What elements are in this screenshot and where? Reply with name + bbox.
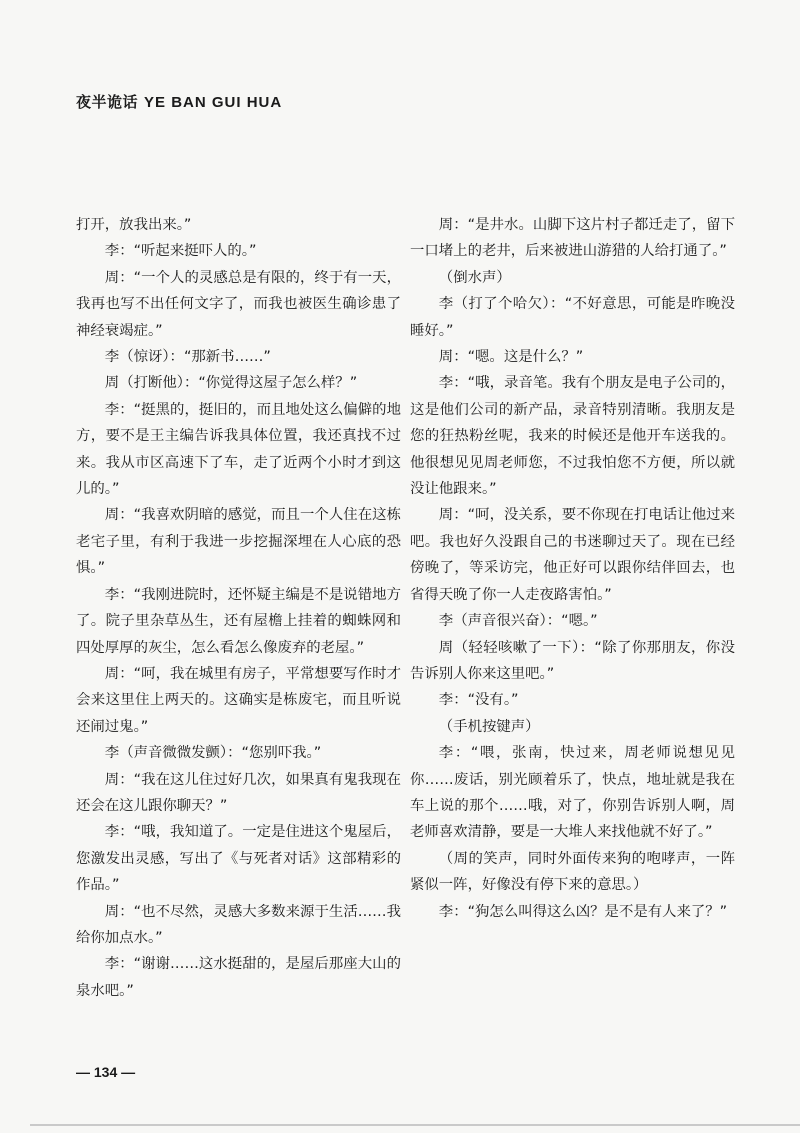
paragraph: 周：“我喜欢阴暗的感觉，而且一个人住在这栋老宅子里，有利于我进一步挖掘深埋在人心底的恐惧。” — [76, 507, 401, 577]
page-number: — 134 — — [76, 1064, 136, 1080]
running-header — [76, 91, 282, 112]
paragraph: 周：“呵，没关系，要不你现在打电话让他过来吧。我也好久没跟自己的书迷聊过天了。现在已经傍晚了，等采访完，他正好可以跟你结伴回去，也省得天晚了你一人走夜路害怕。” — [410, 507, 735, 603]
paragraph: 李（打了个哈欠）：“不好意思，可能是昨晚没睡好。” — [410, 296, 735, 339]
paragraph: 周（轻轻咳嗽了一下）：“除了你那朋友，你没告诉别人你来这里吧。” — [410, 639, 735, 682]
paragraph: （周的笑声，同时外面传来狗的咆哮声，一阵紧似一阵，好像没有停下来的意思。） — [410, 850, 735, 894]
paragraph: 李（惊讶）：“那新书……” — [104, 349, 271, 366]
paragraph: 周（打断他）：“你觉得这屋子怎么样？” — [104, 375, 358, 392]
paragraph: 周：“嗯。这是什么？” — [438, 349, 584, 366]
paragraph: 李：“狗怎么叫得这么凶？是不是有人来了？” — [438, 903, 728, 920]
paragraph: 李：“没有。” — [438, 692, 519, 709]
paragraph: 打开，放我出来。” — [76, 217, 192, 233]
paragraph: 李：“哦，录音笔。我有个朋友是电子公司的，这是他们公司的新产品，录音特别清晰。我朋友是您的狂热粉丝呢，我来的时候还是他开车送我的。他很想见见周老师您，不过我怕您不方便，所以就没让他跟来。” — [410, 375, 735, 498]
paragraph: 李（声音很兴奋）：“嗯。” — [438, 613, 598, 630]
paragraph: 李：“挺黑的，挺旧的，而且地处这么偏僻的地方，要不是王主编告诉我具体位置，我还真找不过来。我从市区高速下了车，走了近两个小时才到这儿的。” — [76, 401, 401, 498]
paragraph: 李（声音微微发颤）：“您别吓我。” — [104, 745, 322, 762]
left-text-column — [76, 212, 401, 1004]
header-title-chinese: 夜半诡话 — [76, 93, 139, 111]
right-text-column — [410, 212, 735, 925]
paragraph: 周：“也不尽然，灵感大多数来源于生活……我给你加点水。” — [76, 903, 401, 946]
header-title-pinyin: YE BAN GUI HUA — [144, 94, 283, 111]
paragraph: 李：“喂，张南，快过来，周老师说想见见你……废话，别光顾着乐了，快点，地址就是我在车上说的那个……哦，对了，你别告诉别人啊，周老师喜欢清静，要是一大堆人来找他就不好了。” — [410, 745, 735, 841]
paragraph: 李：“听起来挺吓人的。” — [104, 243, 257, 260]
paragraph: 李：“谢谢……这水挺甜的，是屋后那座大山的泉水吧。” — [76, 956, 401, 999]
paragraph: （倒水声） — [438, 269, 511, 286]
bottom-edge-rule — [30, 1124, 800, 1126]
paragraph: 周：“是井水。山脚下这片村子都迁走了，留下一口堵上的老井，后来被进山游猎的人给打通了。” — [410, 217, 735, 260]
paragraph: 周：“呵，我在城里有房子，平常想要写作时才会来这里住上两天的。这确实是栋废宅，而且听说还闹过鬼。” — [76, 665, 401, 735]
paragraph: 李：“我刚进院时，还怀疑主编是不是说错地方了。院子里杂草丛生，还有屋檐上挂着的蜘蛛网和四处厚厚的灰尘，怎么看怎么像废弃的老屋。” — [76, 586, 401, 656]
paragraph: 周：“一个人的灵感总是有限的，终于有一天，我再也写不出任何文字了，而我也被医生确诊患了神经衰竭症。” — [76, 269, 401, 339]
paragraph: 周：“我在这儿住过好几次，如果真有鬼我现在还会在这儿跟你聊天？” — [76, 771, 401, 814]
paragraph: 李：“哦，我知道了。一定是住进这个鬼屋后，您激发出灵感，写出了《与死者对话》这部精彩的作品。” — [76, 824, 401, 894]
paragraph: （手机按键声） — [438, 718, 540, 735]
